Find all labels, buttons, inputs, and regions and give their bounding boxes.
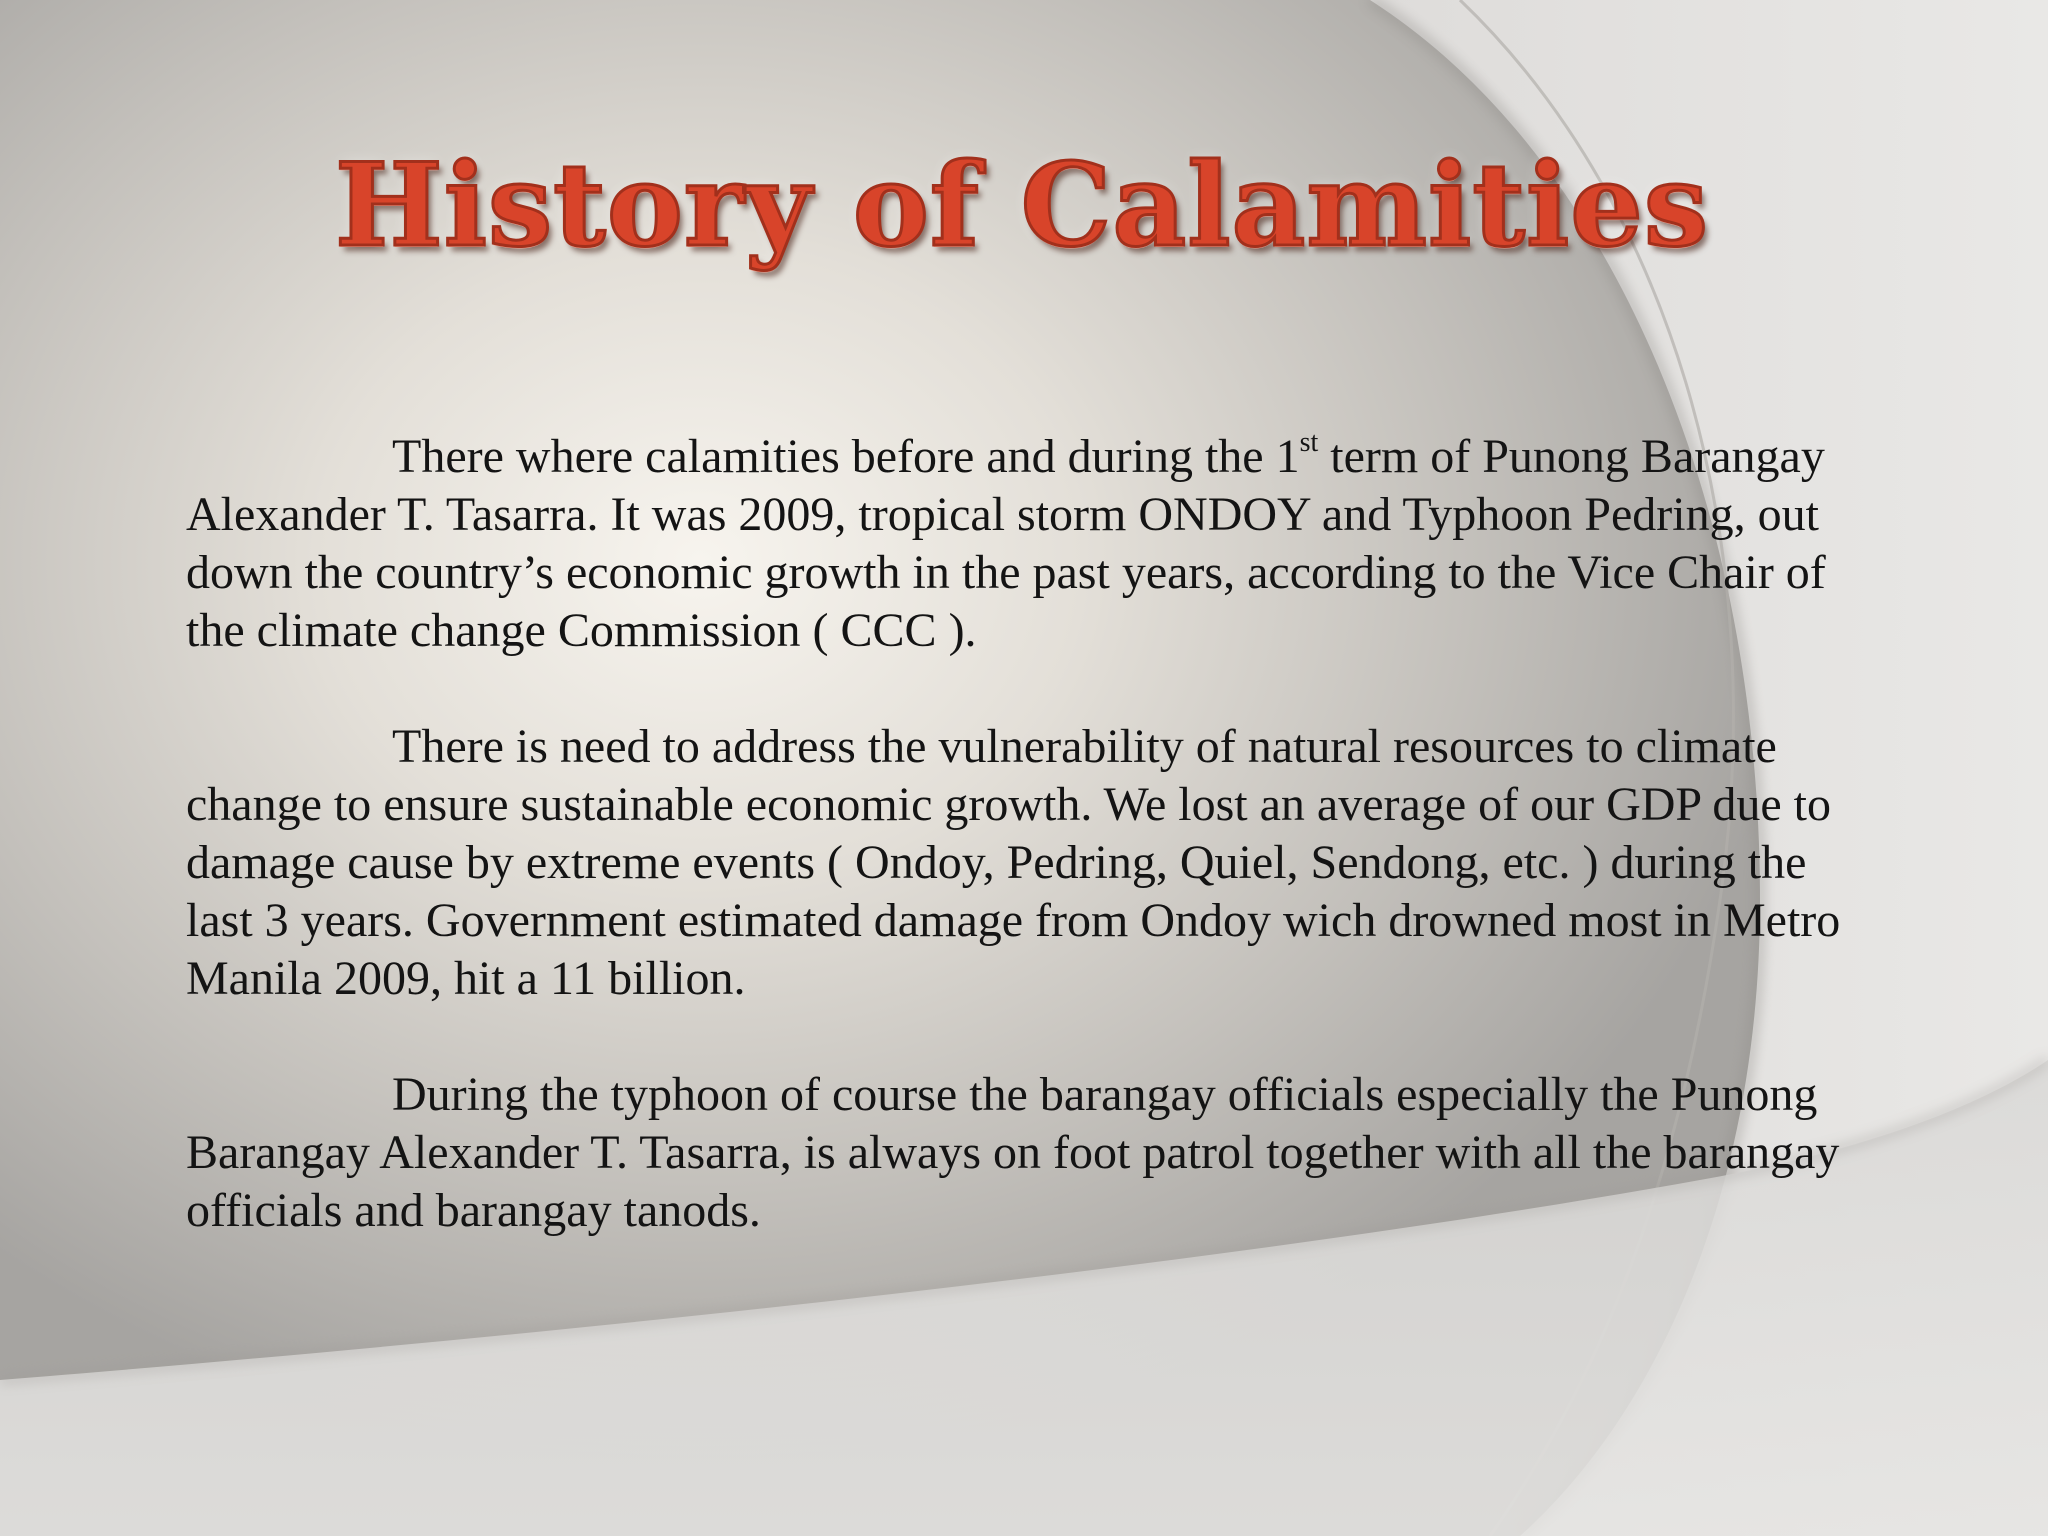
- paragraph-1-text-start: There where calamities before and during the 1: [392, 430, 1300, 483]
- paragraph-3: During the typhoon of course the barangay officials especially the Punong Barangay Alexander T. Tasarra, is always on foot patrol together with all the barangay officials and barangay tanods.: [186, 1068, 1840, 1237]
- paragraph-1-text-end: term of Punong Barangay Alexander T. Tasarra. It was 2009, tropical storm ONDOY and Typhoon Pedring, out down the country’s economic growth in the past years, according to the Vice Chair of the climate change Commission ( CCC ).: [186, 430, 1826, 657]
- ordinal-superscript: st: [1299, 427, 1319, 458]
- slide-title: History of Calamities: [334, 138, 1710, 272]
- slide-body: [186, 428, 1866, 1298]
- paragraph-1: [186, 428, 1866, 660]
- paragraph-2: There is need to address the vulnerability of natural resources to climate change to ensure sustainable economic growth. We lost an average of our GDP due to damage cause by extreme events ( Ondoy, Pedring, Quiel, Sendong, etc. ) during the last 3 years. Government estimated damage from Ondoy wich drowned most in Metro Manila 2009, hit a 11 billion.: [186, 720, 1841, 1005]
